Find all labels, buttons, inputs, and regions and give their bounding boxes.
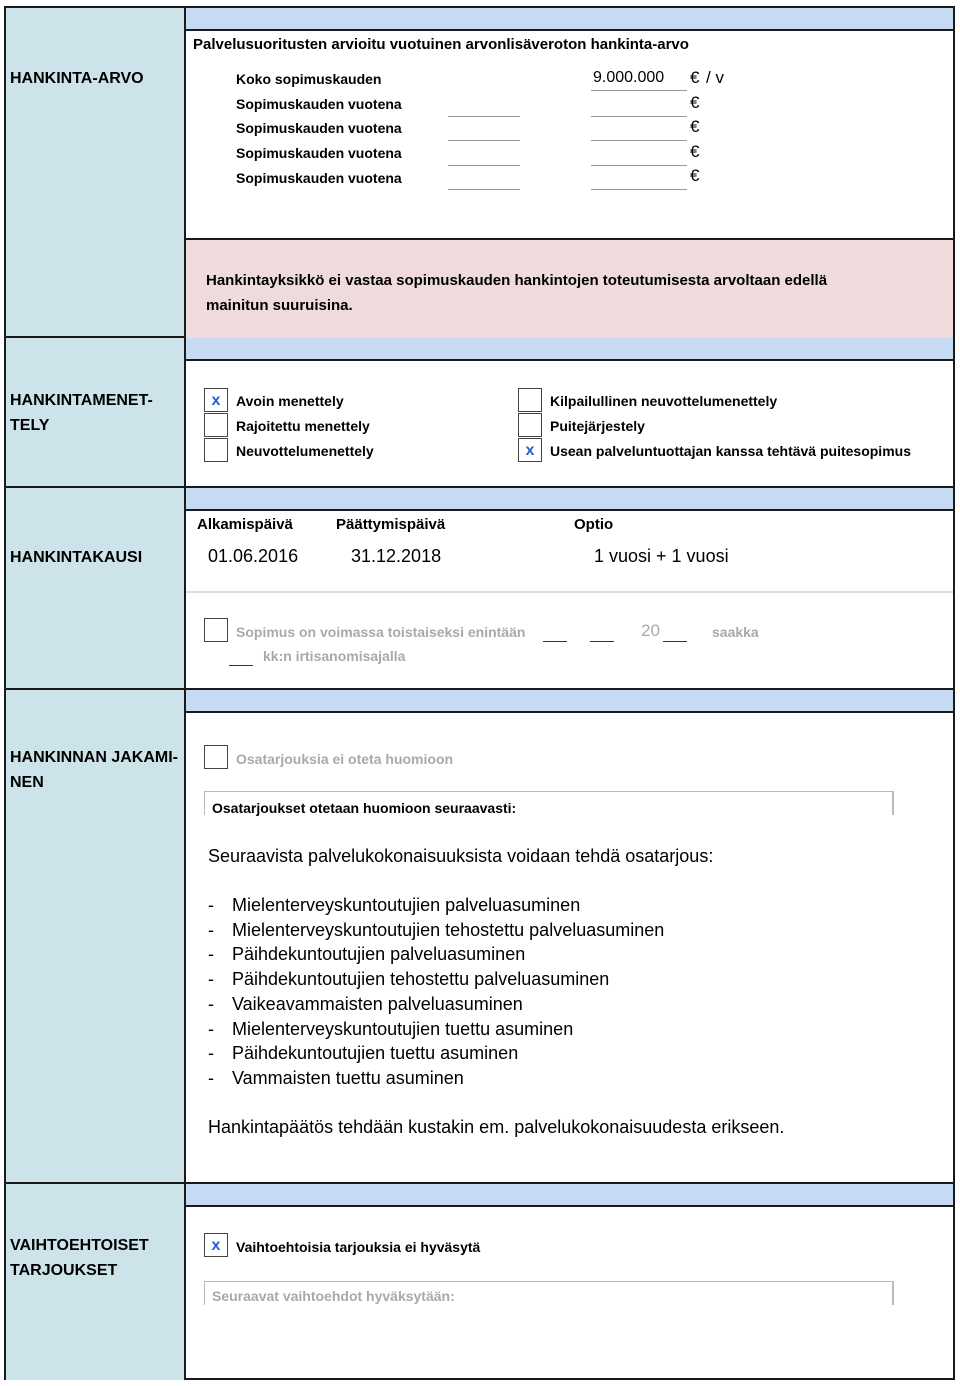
label-alternatives-line2: TARJOUKSET — [10, 1262, 118, 1279]
indef-field-1[interactable] — [543, 641, 567, 642]
alternatives-accepted-header: Seuraavat vaihtoehdot hyväksytään: — [212, 1288, 455, 1304]
list-dash: - — [208, 969, 214, 989]
section-label-value — [6, 8, 186, 336]
section-bar — [186, 488, 953, 511]
section-period — [6, 488, 953, 690]
year-field[interactable] — [448, 165, 520, 166]
section-split — [6, 690, 953, 1184]
split-intro: Seuraavista palvelukokonaisuuksista voidaan tehdä osatarjous: — [208, 846, 714, 866]
euro-sign: € — [690, 117, 700, 136]
checkbox-restricted-procedure[interactable] — [204, 413, 228, 437]
indef-year-prefix: 20 — [641, 621, 660, 640]
list-item: Päihdekuntoutujien tuettu asuminen — [232, 1043, 519, 1063]
value-header: Palvelusuoritusten arvioitu vuotuinen arvonlisäveroton hankinta-arvo — [193, 36, 689, 53]
no-partial-bids-text: Osatarjouksia ei oteta huomioon — [236, 751, 454, 767]
checkbox-no-partial-bids[interactable] — [204, 745, 228, 769]
list-item: Päihdekuntoutujien palveluasuminen — [232, 944, 526, 964]
value-row-label: Sopimuskauden vuotena — [236, 145, 402, 161]
option-negotiated-procedure: Neuvottelumenettely — [236, 443, 374, 459]
start-date-label: Alkamispäivä — [197, 516, 293, 533]
checkbox-alternatives-not-accepted[interactable]: x — [204, 1233, 228, 1257]
option-competitive-dialogue: Kilpailullinen neuvottelumenettely — [550, 393, 778, 409]
list-item: Vammaisten tuettu asuminen — [232, 1068, 464, 1088]
indef-until-label: saakka — [712, 624, 759, 640]
notice-months-field[interactable] — [229, 665, 253, 666]
label-split-line2: NEN — [10, 774, 44, 791]
year-field[interactable] — [448, 140, 520, 141]
option-label: Optio — [574, 516, 614, 533]
amount-field[interactable] — [591, 189, 687, 190]
label-alternatives-line1: VAIHTOEHTOISET — [10, 1237, 149, 1254]
value-note-box — [186, 238, 953, 338]
list-dash: - — [208, 1043, 214, 1063]
list-dash: - — [208, 1068, 214, 1088]
section-bar — [186, 8, 953, 31]
section-alternatives — [6, 1184, 953, 1380]
value-row-label: Sopimuskauden vuotena — [236, 96, 402, 112]
list-dash: - — [208, 920, 214, 940]
section-label-alternatives — [6, 1184, 186, 1380]
notice-period-text: kk:n irtisanomisajalla — [263, 648, 406, 664]
list-dash: - — [208, 944, 214, 964]
checkbox-multi-supplier-framework[interactable]: x — [518, 438, 542, 462]
label-split-line1: HANKINNAN JAKAMI- — [10, 749, 178, 766]
end-date[interactable]: 31.12.2018 — [351, 546, 442, 566]
euro-sign: € — [690, 166, 700, 185]
value-row-label: Sopimuskauden vuotena — [236, 120, 402, 136]
year-field[interactable] — [448, 116, 520, 117]
divider — [186, 591, 953, 593]
section-bar — [186, 1184, 953, 1207]
checkbox-open-procedure[interactable]: x — [204, 388, 228, 412]
label-method-line1: HANKINTAMENET- — [10, 392, 153, 409]
option-multi-supplier-framework: Usean palveluntuottajan kanssa tehtävä puitesopimus — [550, 443, 911, 459]
euro-sign: € — [690, 68, 700, 87]
end-date-label: Päättymispäivä — [336, 516, 446, 533]
partial-bids-header: Osatarjoukset otetaan huomioon seuraavasti: — [212, 800, 517, 816]
checkbox-competitive-dialogue[interactable] — [518, 388, 542, 412]
list-item: Mielenterveyskuntoutujien tehostettu palveluasuminen — [232, 920, 665, 940]
list-dash: - — [208, 994, 214, 1014]
amount-field[interactable] — [591, 140, 687, 141]
label-method-line2: TELY — [10, 417, 50, 434]
checkbox-negotiated-procedure[interactable] — [204, 438, 228, 462]
amount-field[interactable] — [591, 116, 687, 117]
section-method — [6, 338, 953, 488]
start-date[interactable]: 01.06.2016 — [208, 546, 299, 566]
checkbox-indefinite-contract[interactable] — [204, 618, 228, 642]
value-row-amount[interactable]: 9.000.000 — [593, 69, 665, 86]
section-label-period — [6, 488, 186, 688]
per-year-label: / v — [706, 68, 724, 87]
label-value: HANKINTA-ARVO — [10, 70, 144, 87]
euro-sign: € — [690, 93, 700, 112]
section-label-method — [6, 338, 186, 486]
list-item: Mielenterveyskuntoutujien palveluasuminen — [232, 895, 581, 915]
procurement-form — [4, 6, 955, 1380]
option-framework: Puitejärjestely — [550, 418, 645, 434]
list-item: Mielenterveyskuntoutujien tuettu asuminen — [232, 1019, 574, 1039]
section-bar — [186, 338, 953, 361]
option-open-procedure: Avoin menettely — [236, 393, 344, 409]
option-duration[interactable]: 1 vuosi + 1 vuosi — [594, 546, 729, 566]
checkbox-framework[interactable] — [518, 413, 542, 437]
amount-underline — [591, 90, 687, 91]
value-row-label: Sopimuskauden vuotena — [236, 170, 402, 186]
section-value — [6, 8, 953, 338]
amount-field[interactable] — [591, 165, 687, 166]
split-outro: Hankintapäätös tehdään kustakin em. palvelukokonaisuudesta erikseen. — [208, 1117, 785, 1137]
list-dash: - — [208, 895, 214, 915]
section-label-split — [6, 690, 186, 1182]
year-field[interactable] — [448, 189, 520, 190]
label-period: HANKINTAKAUSI — [10, 549, 143, 566]
list-dash: - — [208, 1019, 214, 1039]
indef-year-field[interactable] — [663, 641, 687, 642]
indef-field-2[interactable] — [590, 641, 614, 642]
value-note: Hankintayksikkö ei vastaa sopimuskauden hankintojen toteutumisesta arvoltaan edellä mainitun suuruisina. — [206, 272, 828, 314]
section-bar — [186, 690, 953, 713]
indefinite-contract-text: Sopimus on voimassa toistaiseksi enintään — [236, 624, 526, 640]
list-item: Päihdekuntoutujien tehostettu palveluasuminen — [232, 969, 610, 989]
option-restricted-procedure: Rajoitettu menettely — [236, 418, 370, 434]
alternatives-not-accepted-text: Vaihtoehtoisia tarjouksia ei hyväsytä — [236, 1239, 481, 1255]
euro-sign: € — [690, 142, 700, 161]
value-row-label: Koko sopimuskauden — [236, 71, 382, 87]
list-item: Vaikeavammaisten palveluasuminen — [232, 994, 523, 1014]
